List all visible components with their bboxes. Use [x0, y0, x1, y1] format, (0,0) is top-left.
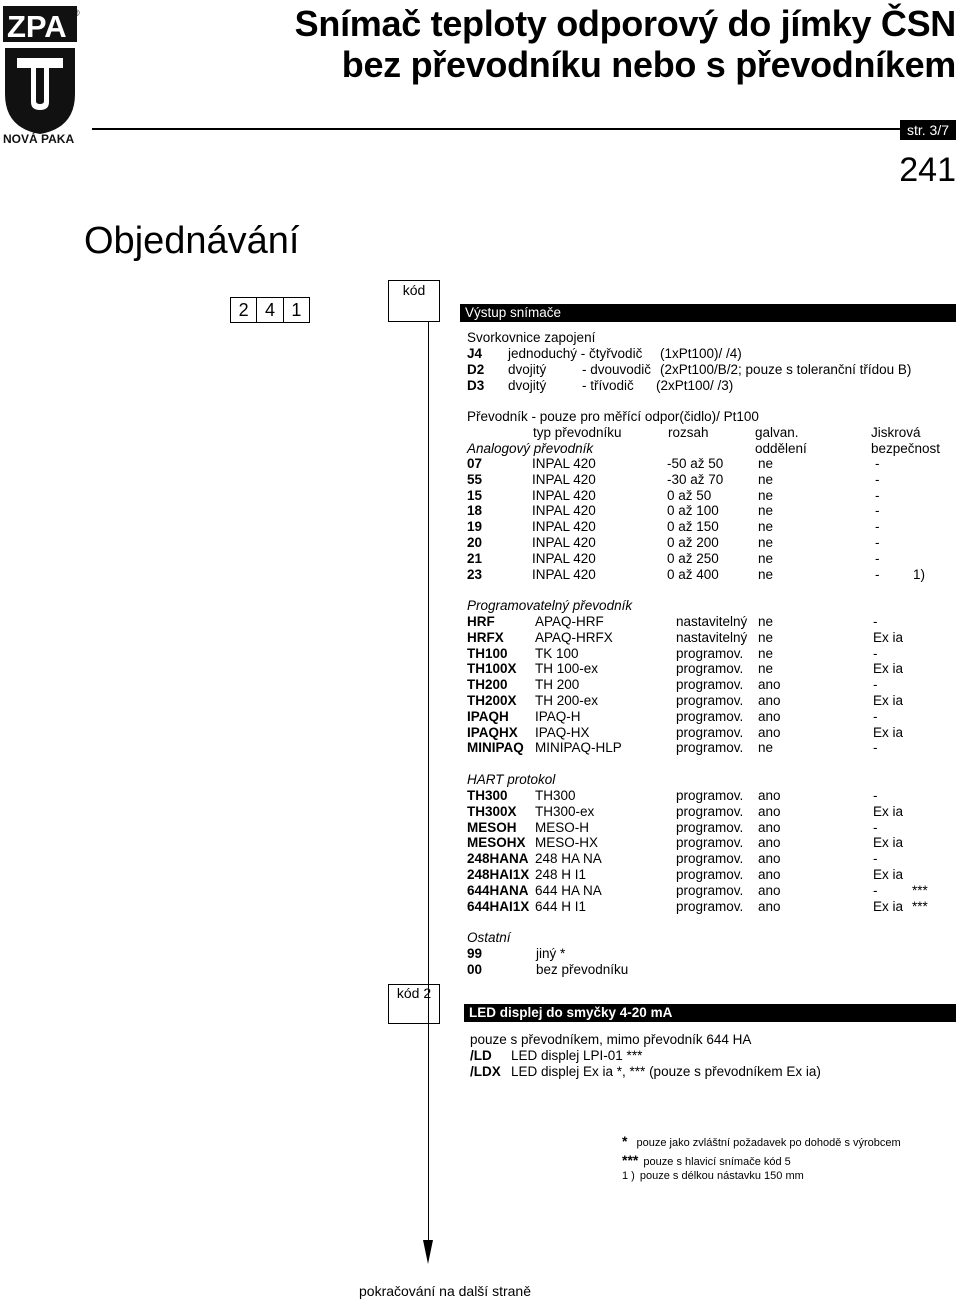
row-code: MESOHX: [467, 835, 526, 851]
row-type: IPAQ-HX: [535, 724, 590, 740]
other-code: 99: [467, 946, 483, 961]
row-note: ***: [912, 882, 928, 898]
footnote-text: pouze s hlavicí snímače kód 5: [643, 1156, 791, 1168]
footnote-symbol: *: [622, 1133, 628, 1149]
row-type: TK 100: [535, 645, 579, 661]
title-line-1: Snímač teploty odporový do jímky ČSN: [294, 3, 956, 44]
footnote-symbol: 1 ): [622, 1170, 635, 1182]
analog-label: Analogový převodník: [467, 441, 594, 456]
row-type: 644 HA NA: [535, 882, 602, 898]
row-safety: -: [873, 819, 878, 835]
row-type: IPAQ-H: [535, 708, 581, 724]
col-header-safety: Jiskrová: [871, 425, 921, 440]
row-range: 0 až 50: [667, 487, 712, 503]
row-galv: ano: [758, 788, 781, 803]
kod2-label: kód 2: [396, 985, 432, 1001]
row-code: 644HAI1X: [467, 898, 530, 914]
row-type: 644 H I1: [535, 898, 587, 914]
row-galv: ano: [758, 803, 781, 819]
row-code: 21: [467, 550, 483, 566]
wiring-spec: (1xPt100)/ /4): [660, 346, 742, 361]
row-code: TH100: [467, 645, 508, 661]
wiring-sub: - dvouvodič: [582, 362, 652, 377]
row-safety: -: [875, 550, 880, 566]
row-range: 0 až 150: [667, 519, 719, 535]
row-type: TH 200: [535, 677, 580, 693]
row-type: MINIPAQ-HLP: [535, 740, 622, 756]
row-galv: ne: [758, 503, 774, 519]
row-galv: ne: [758, 456, 774, 471]
row-type: TH300-ex: [535, 803, 595, 819]
logo-city: NOVÁ PAKA: [3, 132, 75, 146]
title-line-2: bez převodníku nebo s převodníkem: [341, 44, 956, 85]
row-code: 15: [467, 487, 483, 503]
row-range: programov.: [676, 645, 744, 661]
row-code: 07: [467, 456, 483, 471]
row-galv: ano: [758, 724, 781, 740]
kod2-box: [388, 984, 440, 1024]
row-type: INPAL 420: [532, 487, 596, 503]
row-range: nastavitelný: [676, 629, 748, 645]
row-safety: Ex ia: [873, 803, 904, 819]
led-code: /LDX: [470, 1064, 501, 1079]
col-header-range: rozsah: [668, 425, 709, 440]
row-safety: -: [875, 566, 880, 582]
prog-label: Programovatelný převodník: [467, 598, 633, 613]
row-range: 0 až 400: [667, 566, 719, 582]
row-range: programov.: [676, 882, 744, 898]
row-type: INPAL 420: [532, 535, 596, 550]
document-number: 241: [899, 151, 956, 189]
row-galv: ano: [758, 708, 781, 724]
row-galv: ano: [758, 819, 781, 835]
row-safety: -: [873, 851, 878, 867]
row-galv: ne: [758, 661, 774, 677]
row-range: programov.: [676, 898, 744, 914]
row-code: 23: [467, 566, 483, 582]
row-safety: Ex ia: [873, 629, 904, 645]
wiring-sub: - třívodič: [582, 378, 634, 393]
other-text: bez převodníku: [536, 962, 629, 977]
row-type: TH 100-ex: [535, 661, 599, 677]
led-header-bar: LED displej do smyčky 4-20 mA: [464, 1004, 956, 1022]
col-header-galv-2: oddělení: [755, 441, 807, 456]
row-code: MESOH: [467, 819, 517, 835]
row-code: IPAQHX: [467, 724, 518, 740]
flow-arrow-line: [428, 322, 429, 1242]
row-type: INPAL 420: [532, 503, 596, 519]
row-type: MESO-H: [535, 819, 589, 835]
row-range: programov.: [676, 819, 744, 835]
row-safety: -: [875, 456, 880, 471]
output-header-bar: Výstup snímače: [460, 304, 956, 322]
row-range: programov.: [676, 724, 744, 740]
row-code: HRF: [467, 614, 495, 629]
row-code: 248HANA: [467, 851, 529, 867]
row-galv: ano: [758, 867, 781, 882]
code-digit: 4: [257, 298, 283, 322]
footnote: [622, 1153, 791, 1169]
row-safety: -: [873, 788, 878, 803]
row-safety: -: [873, 645, 878, 661]
row-code: 644HANA: [467, 882, 529, 898]
row-galv: ne: [758, 645, 774, 661]
row-range: nastavitelný: [676, 614, 748, 629]
row-type: TH300: [535, 788, 576, 803]
row-safety: Ex ia: [873, 867, 904, 882]
row-range: programov.: [676, 803, 744, 819]
row-galv: ne: [758, 471, 774, 487]
row-safety: -: [873, 677, 878, 693]
row-galv: ne: [758, 614, 774, 629]
wiring-spec: (2xPt100/ /3): [656, 378, 734, 393]
row-safety: Ex ia: [873, 693, 904, 708]
row-range: 0 až 200: [667, 535, 719, 550]
logo-text: ZPA: [7, 9, 67, 44]
row-type: 248 H I1: [535, 867, 587, 882]
row-safety: Ex ia: [873, 898, 904, 914]
footnote: [622, 1169, 804, 1183]
wiring-spec: (2xPt100/B/2; pouze s toleranční třídou B): [660, 362, 912, 377]
led-text: LED displej Ex ia *, *** (pouze s převodníkem Ex ia): [511, 1064, 821, 1079]
row-code: MINIPAQ: [467, 740, 524, 756]
row-note: 1): [913, 566, 926, 582]
col-header-type: typ převodníku: [533, 425, 622, 440]
row-galv: ne: [758, 629, 774, 645]
row-galv: ne: [758, 550, 774, 566]
row-code: TH100X: [467, 661, 517, 677]
row-range: programov.: [676, 835, 744, 851]
header-rule: [92, 128, 956, 130]
row-note: ***: [912, 898, 928, 914]
row-range: programov.: [676, 693, 744, 708]
row-safety: Ex ia: [873, 835, 904, 851]
continue-note: pokračování na další straně: [359, 1283, 531, 1299]
row-galv: ano: [758, 677, 781, 693]
row-code: 20: [467, 535, 483, 550]
row-safety: Ex ia: [873, 724, 904, 740]
footnote-symbol: ***: [622, 1152, 639, 1168]
kod-box: [388, 280, 440, 322]
row-code: 55: [467, 471, 483, 487]
other-code: 00: [467, 962, 483, 977]
row-code: TH200: [467, 677, 508, 693]
wiring-code: J4: [467, 346, 483, 361]
row-safety: -: [875, 471, 880, 487]
section-title: Objednávání: [84, 220, 300, 262]
row-type: TH 200-ex: [535, 693, 599, 708]
row-type: APAQ-HRFX: [535, 629, 613, 645]
row-safety: Ex ia: [873, 661, 904, 677]
led-text: LED displej LPI-01 ***: [511, 1048, 643, 1063]
row-range: programov.: [676, 661, 744, 677]
hart-label: HART protokol: [467, 772, 556, 787]
row-safety: -: [875, 503, 880, 519]
converter-title: Převodník - pouze pro měřící odpor(čidlo)/ Pt100: [467, 409, 759, 424]
row-range: programov.: [676, 851, 744, 867]
wiring-type: dvojitý: [508, 362, 547, 377]
row-safety: -: [875, 535, 880, 550]
wiring-type: jednoduchý - čtyřvodič: [508, 346, 643, 361]
row-code: TH300X: [467, 803, 517, 819]
row-range: programov.: [676, 867, 744, 882]
row-safety: -: [873, 882, 878, 898]
footnote-text: pouze jako zvláštní požadavek po dohodě s výrobcem: [636, 1137, 901, 1149]
wiring-title: Svorkovnice zapojení: [467, 330, 596, 345]
row-type: INPAL 420: [532, 471, 596, 487]
led-note: pouze s převodníkem, mimo převodník 644 HA: [470, 1032, 752, 1047]
page-number-badge: str. 3/7: [900, 120, 956, 140]
row-type: APAQ-HRF: [535, 614, 604, 629]
row-code: IPAQH: [467, 708, 509, 724]
kod-label: kód: [402, 282, 426, 298]
row-code: 248HAI1X: [467, 867, 530, 882]
other-label: Ostatní: [467, 930, 511, 945]
row-type: INPAL 420: [532, 519, 596, 535]
row-galv: ano: [758, 693, 781, 708]
row-galv: ano: [758, 835, 781, 851]
zpa-logo-graphic: [3, 6, 81, 146]
row-galv: ne: [758, 740, 774, 756]
other-text: jiný *: [536, 946, 566, 961]
row-galv: ano: [758, 882, 781, 898]
row-type: MESO-HX: [535, 835, 599, 851]
wiring-code: D3: [467, 378, 485, 393]
code-digit: 2: [231, 298, 257, 322]
footnote-text: pouze s délkou nástavku 150 mm: [639, 1170, 804, 1182]
wiring-type: dvojitý: [508, 378, 547, 393]
row-galv: ne: [758, 566, 774, 582]
row-type: INPAL 420: [532, 566, 596, 582]
row-galv: ne: [758, 519, 774, 535]
row-range: programov.: [676, 740, 744, 756]
row-galv: ano: [758, 898, 781, 914]
col-header-galv: galvan.: [755, 425, 799, 440]
row-range: 0 až 250: [667, 550, 719, 566]
row-range: programov.: [676, 788, 744, 803]
led-code: /LD: [470, 1048, 492, 1063]
wiring-code: D2: [467, 362, 485, 377]
row-safety: -: [873, 614, 878, 629]
row-range: programov.: [676, 677, 744, 693]
row-range: programov.: [676, 708, 744, 724]
arrow-head-icon: [423, 1240, 433, 1264]
row-code: TH300: [467, 788, 508, 803]
col-header-safety-2: bezpečnost: [871, 441, 941, 456]
row-code: 18: [467, 503, 483, 519]
row-type: INPAL 420: [532, 456, 596, 471]
order-code-box: [230, 297, 310, 323]
row-safety: -: [875, 519, 880, 535]
row-code: TH200X: [467, 693, 517, 708]
row-code: HRFX: [467, 629, 504, 645]
row-type: INPAL 420: [532, 550, 596, 566]
row-safety: -: [873, 740, 878, 756]
row-galv: ne: [758, 487, 774, 503]
row-safety: -: [875, 487, 880, 503]
logo-registered: ®: [73, 8, 80, 18]
row-galv: ano: [758, 851, 781, 867]
row-range: -50 až 50: [667, 456, 724, 471]
zpa-logo: [3, 6, 81, 146]
footnote: [622, 1134, 901, 1150]
row-range: 0 až 100: [667, 503, 719, 519]
row-galv: ne: [758, 535, 774, 550]
row-range: -30 až 70: [667, 471, 724, 487]
row-safety: -: [873, 708, 878, 724]
row-code: 19: [467, 519, 483, 535]
row-type: 248 HA NA: [535, 851, 602, 867]
code-digit: 1: [291, 300, 302, 320]
